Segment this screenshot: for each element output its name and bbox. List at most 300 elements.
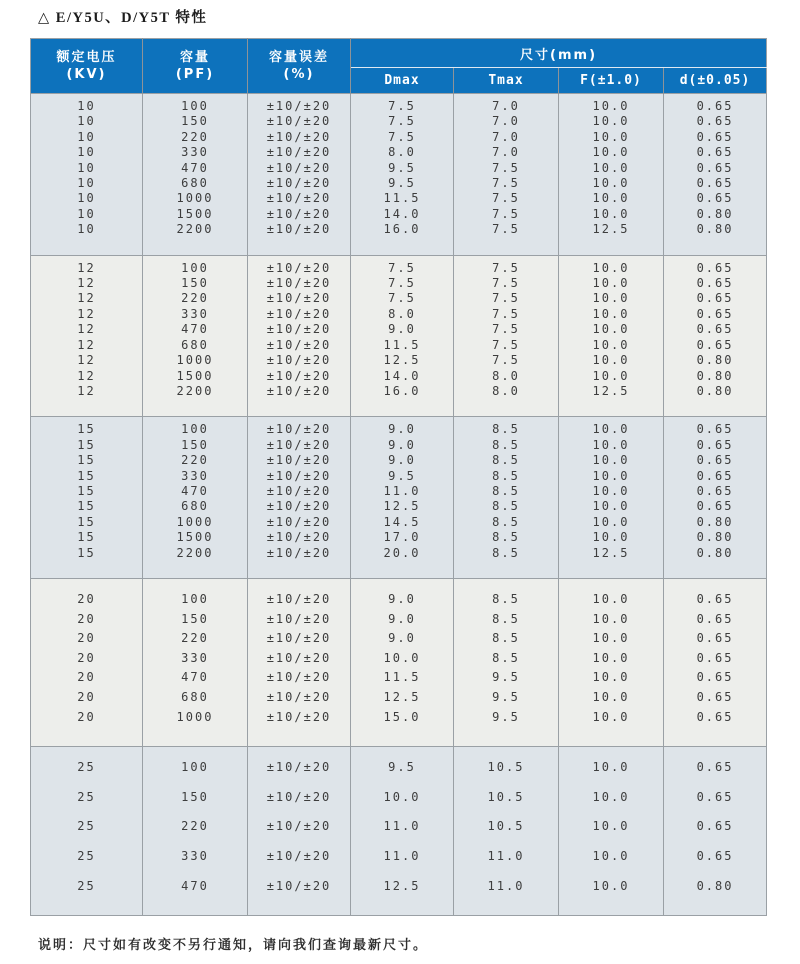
value-voltage: 10: [77, 206, 96, 221]
cell-col-tmax: [454, 255, 559, 417]
value-f: 10.0: [592, 468, 630, 483]
value-d: 0.65: [696, 260, 734, 275]
value-tmax: 8.5: [492, 468, 520, 483]
value-tmax: 10.5: [487, 760, 525, 775]
value-capacity: 220: [181, 291, 209, 306]
value-dmax: 15.0: [383, 709, 421, 724]
value-voltage: 12: [77, 368, 96, 383]
voltage-group-10kv: [31, 94, 767, 256]
value-dmax: 8.0: [388, 145, 416, 160]
value-dmax: 20.0: [383, 545, 421, 560]
value-f: 10.0: [592, 819, 630, 834]
voltage-group-25kv: [31, 747, 767, 916]
header-tmax: Tmax: [454, 68, 559, 94]
value-f: 10.0: [592, 206, 630, 221]
value-dmax: 7.5: [388, 291, 416, 306]
value-d: 0.65: [696, 611, 734, 626]
voltage-group-15kv: [31, 417, 767, 579]
value-dmax: 12.5: [383, 878, 421, 893]
cell-col-tmax: [454, 94, 559, 256]
value-capacity: 1000: [176, 353, 214, 368]
cell-col-voltage: [31, 94, 143, 256]
value-dmax: 9.0: [388, 591, 416, 606]
cell-col-f: [559, 747, 664, 916]
value-voltage: 20: [77, 689, 96, 704]
value-voltage: 10: [77, 129, 96, 144]
value-voltage: 12: [77, 276, 96, 291]
value-d: 0.65: [696, 499, 734, 514]
cell-col-tolerance: [248, 747, 351, 916]
value-d: 0.65: [696, 306, 734, 321]
value-tolerance: ±10/±20: [266, 611, 332, 626]
value-tolerance: ±10/±20: [266, 353, 332, 368]
value-tmax: 8.0: [492, 368, 520, 383]
value-dmax: 14.5: [383, 514, 421, 529]
value-voltage: 12: [77, 383, 96, 398]
value-dmax: 10.0: [383, 650, 421, 665]
value-voltage: 15: [77, 483, 96, 498]
value-tolerance: ±10/±20: [266, 191, 332, 206]
value-capacity: 470: [181, 670, 209, 685]
table-body: [31, 94, 767, 916]
value-tolerance: ±10/±20: [266, 129, 332, 144]
value-capacity: 220: [181, 453, 209, 468]
value-dmax: 12.5: [383, 499, 421, 514]
value-tolerance: ±10/±20: [266, 260, 332, 275]
header-tolerance-label: 容量误差: [268, 50, 329, 65]
value-capacity: 100: [181, 591, 209, 606]
value-capacity: 1500: [176, 530, 214, 545]
value-dmax: 11.0: [383, 483, 421, 498]
value-voltage: 20: [77, 611, 96, 626]
value-capacity: 100: [181, 260, 209, 275]
value-voltage: 20: [77, 670, 96, 685]
value-tmax: 7.5: [492, 353, 520, 368]
value-d: 0.80: [696, 353, 734, 368]
value-tolerance: ±10/±20: [266, 291, 332, 306]
value-d: 0.65: [696, 453, 734, 468]
value-d: 0.65: [696, 114, 734, 129]
value-capacity: 680: [181, 689, 209, 704]
cell-col-f: [559, 578, 664, 746]
value-capacity: 220: [181, 129, 209, 144]
value-capacity: 1000: [176, 514, 214, 529]
value-tmax: 7.0: [492, 99, 520, 113]
cell-col-dmax: [351, 255, 454, 417]
value-f: 10.0: [592, 530, 630, 545]
value-f: 10.0: [592, 145, 630, 160]
value-f: 10.0: [592, 591, 630, 606]
header-rated-voltage-unit: (KV): [66, 67, 107, 82]
cell-col-capacity: [143, 417, 248, 579]
value-voltage: 25: [77, 878, 96, 893]
header-rated-voltage-label: 额定电压: [56, 50, 117, 65]
value-dmax: 9.0: [388, 611, 416, 626]
value-f: 10.0: [592, 322, 630, 337]
value-dmax: 11.0: [383, 848, 421, 863]
value-f: 10.0: [592, 483, 630, 498]
value-f: 12.5: [592, 222, 630, 237]
header-dimensions: 尺寸(mm): [351, 39, 767, 68]
value-capacity: 100: [181, 99, 209, 113]
cell-col-d: [664, 94, 767, 256]
cell-col-d: [664, 747, 767, 916]
value-voltage: 25: [77, 760, 96, 775]
value-voltage: 20: [77, 709, 96, 724]
value-d: 0.80: [696, 383, 734, 398]
value-dmax: 9.0: [388, 631, 416, 646]
value-tolerance: ±10/±20: [266, 160, 332, 175]
value-tolerance: ±10/±20: [266, 631, 332, 646]
value-voltage: 12: [77, 322, 96, 337]
value-tmax: 11.0: [487, 848, 525, 863]
value-d: 0.65: [696, 176, 734, 191]
cell-col-tmax: [454, 747, 559, 916]
value-capacity: 1000: [176, 191, 214, 206]
value-f: 12.5: [592, 545, 630, 560]
value-tmax: 9.5: [492, 670, 520, 685]
cell-col-f: [559, 94, 664, 256]
value-tmax: 7.5: [492, 191, 520, 206]
value-tolerance: ±10/±20: [266, 848, 332, 863]
cell-col-dmax: [351, 578, 454, 746]
value-d: 0.65: [696, 709, 734, 724]
value-f: 10.0: [592, 160, 630, 175]
value-f: 10.0: [592, 337, 630, 352]
value-tmax: 8.5: [492, 631, 520, 646]
value-f: 10.0: [592, 670, 630, 685]
value-tmax: 7.5: [492, 337, 520, 352]
value-capacity: 330: [181, 848, 209, 863]
value-voltage: 25: [77, 789, 96, 804]
value-tolerance: ±10/±20: [266, 591, 332, 606]
value-dmax: 16.0: [383, 383, 421, 398]
header-f: F(±1.0): [559, 68, 664, 94]
value-capacity: 680: [181, 176, 209, 191]
value-f: 10.0: [592, 611, 630, 626]
value-tmax: 8.5: [492, 650, 520, 665]
value-tolerance: ±10/±20: [266, 545, 332, 560]
value-dmax: 12.5: [383, 353, 421, 368]
value-dmax: 7.5: [388, 114, 416, 129]
value-d: 0.65: [696, 468, 734, 483]
value-tmax: 9.5: [492, 689, 520, 704]
value-f: 10.0: [592, 260, 630, 275]
value-d: 0.65: [696, 760, 734, 775]
value-tmax: 7.0: [492, 129, 520, 144]
value-tolerance: ±10/±20: [266, 483, 332, 498]
value-tolerance: ±10/±20: [266, 322, 332, 337]
value-dmax: 9.5: [388, 468, 416, 483]
value-tolerance: ±10/±20: [266, 114, 332, 129]
value-dmax: 17.0: [383, 530, 421, 545]
value-d: 0.65: [696, 650, 734, 665]
value-tmax: 8.5: [492, 514, 520, 529]
value-voltage: 12: [77, 291, 96, 306]
value-capacity: 680: [181, 337, 209, 352]
value-d: 0.65: [696, 191, 734, 206]
value-voltage: 20: [77, 650, 96, 665]
cell-col-f: [559, 255, 664, 417]
value-f: 10.0: [592, 176, 630, 191]
value-tmax: 9.5: [492, 709, 520, 724]
cell-col-tmax: [454, 578, 559, 746]
value-f: 10.0: [592, 689, 630, 704]
value-tmax: 7.5: [492, 276, 520, 291]
value-capacity: 330: [181, 145, 209, 160]
value-f: 10.0: [592, 191, 630, 206]
value-tmax: 11.0: [487, 878, 525, 893]
header-tolerance-unit: (%): [283, 67, 315, 82]
value-f: 10.0: [592, 422, 630, 437]
value-tmax: 8.5: [492, 611, 520, 626]
value-voltage: 20: [77, 631, 96, 646]
value-dmax: 10.0: [383, 789, 421, 804]
value-d: 0.65: [696, 291, 734, 306]
value-tolerance: ±10/±20: [266, 422, 332, 437]
value-voltage: 15: [77, 437, 96, 452]
value-f: 10.0: [592, 631, 630, 646]
value-d: 0.65: [696, 848, 734, 863]
cell-col-tolerance: [248, 255, 351, 417]
value-capacity: 150: [181, 437, 209, 452]
value-voltage: 15: [77, 453, 96, 468]
value-capacity: 1000: [176, 709, 214, 724]
value-tmax: 10.5: [487, 789, 525, 804]
value-capacity: 150: [181, 789, 209, 804]
value-f: 10.0: [592, 650, 630, 665]
value-tolerance: ±10/±20: [266, 306, 332, 321]
value-tmax: 10.5: [487, 819, 525, 834]
value-d: 0.65: [696, 591, 734, 606]
value-tolerance: ±10/±20: [266, 819, 332, 834]
value-f: 10.0: [592, 514, 630, 529]
value-d: 0.80: [696, 878, 734, 893]
value-d: 0.65: [696, 337, 734, 352]
cell-col-d: [664, 255, 767, 417]
value-d: 0.65: [696, 145, 734, 160]
value-f: 10.0: [592, 760, 630, 775]
value-capacity: 330: [181, 650, 209, 665]
value-tolerance: ±10/±20: [266, 789, 332, 804]
cell-col-dmax: [351, 747, 454, 916]
value-f: 10.0: [592, 878, 630, 893]
value-tolerance: ±10/±20: [266, 437, 332, 452]
value-dmax: 9.0: [388, 422, 416, 437]
value-tmax: 7.0: [492, 145, 520, 160]
value-voltage: 10: [77, 145, 96, 160]
value-tolerance: ±10/±20: [266, 514, 332, 529]
value-tolerance: ±10/±20: [266, 383, 332, 398]
voltage-group-12kv: [31, 255, 767, 417]
value-capacity: 680: [181, 499, 209, 514]
value-tolerance: ±10/±20: [266, 337, 332, 352]
value-capacity: 1500: [176, 368, 214, 383]
spec-table: [30, 38, 767, 916]
value-tolerance: ±10/±20: [266, 176, 332, 191]
value-f: 10.0: [592, 114, 630, 129]
value-d: 0.80: [696, 514, 734, 529]
value-dmax: 7.5: [388, 129, 416, 144]
header-capacity-unit: (PF): [175, 67, 215, 82]
header-rated-voltage: [31, 39, 143, 94]
cell-col-capacity: [143, 255, 248, 417]
value-d: 0.65: [696, 322, 734, 337]
value-capacity: 150: [181, 276, 209, 291]
cell-col-d: [664, 417, 767, 579]
value-voltage: 10: [77, 176, 96, 191]
value-tolerance: ±10/±20: [266, 670, 332, 685]
value-f: 12.5: [592, 383, 630, 398]
value-capacity: 150: [181, 611, 209, 626]
value-capacity: 330: [181, 468, 209, 483]
value-tmax: 8.5: [492, 453, 520, 468]
value-f: 10.0: [592, 353, 630, 368]
cell-col-d: [664, 578, 767, 746]
value-dmax: 16.0: [383, 222, 421, 237]
value-tmax: 7.5: [492, 291, 520, 306]
value-capacity: 2200: [176, 222, 214, 237]
value-tolerance: ±10/±20: [266, 368, 332, 383]
value-f: 10.0: [592, 291, 630, 306]
value-d: 0.65: [696, 276, 734, 291]
value-voltage: 10: [77, 114, 96, 129]
value-f: 10.0: [592, 709, 630, 724]
value-capacity: 150: [181, 114, 209, 129]
value-d: 0.65: [696, 483, 734, 498]
value-dmax: 9.5: [388, 176, 416, 191]
value-dmax: 9.5: [388, 760, 416, 775]
value-voltage: 10: [77, 99, 96, 113]
value-tolerance: ±10/±20: [266, 468, 332, 483]
value-capacity: 470: [181, 322, 209, 337]
value-dmax: 11.5: [383, 670, 421, 685]
value-tolerance: ±10/±20: [266, 689, 332, 704]
value-tmax: 8.5: [492, 591, 520, 606]
header-capacity: [143, 39, 248, 94]
value-d: 0.65: [696, 670, 734, 685]
value-d: 0.80: [696, 222, 734, 237]
cell-col-capacity: [143, 578, 248, 746]
value-dmax: 11.5: [383, 191, 421, 206]
value-voltage: 15: [77, 530, 96, 545]
value-tolerance: ±10/±20: [266, 222, 332, 237]
value-f: 10.0: [592, 453, 630, 468]
value-dmax: 7.5: [388, 99, 416, 113]
value-f: 10.0: [592, 437, 630, 452]
voltage-group-20kv: [31, 578, 767, 746]
cell-col-tolerance: [248, 578, 351, 746]
value-tmax: 7.5: [492, 206, 520, 221]
value-d: 0.65: [696, 129, 734, 144]
value-d: 0.80: [696, 530, 734, 545]
value-tmax: 7.5: [492, 260, 520, 275]
value-f: 10.0: [592, 499, 630, 514]
value-tolerance: ±10/±20: [266, 709, 332, 724]
value-d: 0.80: [696, 545, 734, 560]
value-capacity: 470: [181, 160, 209, 175]
value-d: 0.65: [696, 422, 734, 437]
value-capacity: 2200: [176, 545, 214, 560]
value-voltage: 15: [77, 499, 96, 514]
value-f: 10.0: [592, 306, 630, 321]
value-dmax: 7.5: [388, 276, 416, 291]
value-dmax: 7.5: [388, 260, 416, 275]
value-tolerance: ±10/±20: [266, 99, 332, 113]
cell-col-capacity: [143, 747, 248, 916]
value-f: 10.0: [592, 276, 630, 291]
header-dmax: Dmax: [351, 68, 454, 94]
value-tmax: 8.5: [492, 437, 520, 452]
value-tmax: 7.5: [492, 176, 520, 191]
value-capacity: 1500: [176, 206, 214, 221]
value-d: 0.65: [696, 789, 734, 804]
value-voltage: 10: [77, 191, 96, 206]
value-dmax: 14.0: [383, 206, 421, 221]
cell-col-voltage: [31, 578, 143, 746]
header-tolerance: [248, 39, 351, 94]
page-title: △ E/Y5U、D/Y5T 特性: [38, 10, 208, 26]
value-tolerance: ±10/±20: [266, 878, 332, 893]
value-tolerance: ±10/±20: [266, 276, 332, 291]
value-capacity: 100: [181, 760, 209, 775]
value-tmax: 7.0: [492, 114, 520, 129]
value-dmax: 9.0: [388, 322, 416, 337]
value-d: 0.80: [696, 368, 734, 383]
value-dmax: 9.0: [388, 437, 416, 452]
cell-col-tolerance: [248, 417, 351, 579]
cell-col-f: [559, 417, 664, 579]
value-tmax: 8.5: [492, 483, 520, 498]
cell-col-tolerance: [248, 94, 351, 256]
value-capacity: 470: [181, 878, 209, 893]
value-voltage: 12: [77, 353, 96, 368]
value-f: 10.0: [592, 129, 630, 144]
value-voltage: 20: [77, 591, 96, 606]
value-d: 0.65: [696, 631, 734, 646]
footnote: 说明：尺寸如有改变不另行通知，请向我们查询最新尺寸。: [38, 938, 429, 953]
value-f: 10.0: [592, 848, 630, 863]
value-tolerance: ±10/±20: [266, 453, 332, 468]
value-tolerance: ±10/±20: [266, 145, 332, 160]
cell-col-voltage: [31, 255, 143, 417]
value-dmax: 11.0: [383, 819, 421, 834]
value-voltage: 15: [77, 468, 96, 483]
value-tmax: 8.5: [492, 545, 520, 560]
value-voltage: 25: [77, 819, 96, 834]
cell-col-capacity: [143, 94, 248, 256]
value-f: 10.0: [592, 99, 630, 113]
cell-col-tmax: [454, 417, 559, 579]
value-tolerance: ±10/±20: [266, 530, 332, 545]
value-dmax: 12.5: [383, 689, 421, 704]
value-voltage: 12: [77, 260, 96, 275]
value-capacity: 220: [181, 819, 209, 834]
value-d: 0.65: [696, 99, 734, 113]
value-tmax: 8.0: [492, 383, 520, 398]
value-voltage: 12: [77, 337, 96, 352]
value-voltage: 10: [77, 160, 96, 175]
cell-col-voltage: [31, 747, 143, 916]
value-voltage: 15: [77, 422, 96, 437]
value-dmax: 9.5: [388, 160, 416, 175]
value-f: 10.0: [592, 368, 630, 383]
value-voltage: 15: [77, 545, 96, 560]
value-tmax: 7.5: [492, 222, 520, 237]
value-d: 0.65: [696, 437, 734, 452]
cell-col-dmax: [351, 94, 454, 256]
value-voltage: 12: [77, 306, 96, 321]
